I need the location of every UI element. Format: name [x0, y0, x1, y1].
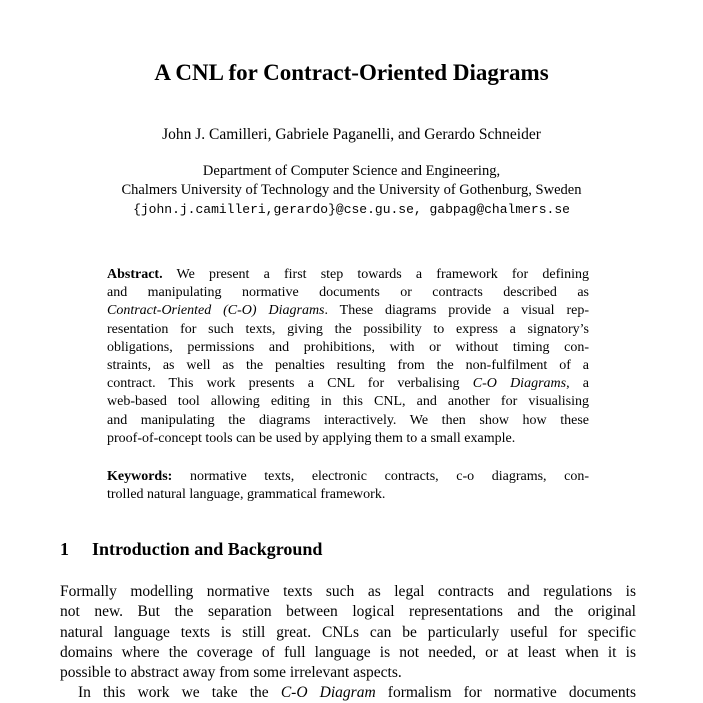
keywords-label: Keywords:	[107, 469, 173, 484]
abstract-line-italic: Contract-Oriented (C-O) Diagrams. These diagrams provide a visual rep-	[107, 303, 589, 319]
italic-term: Contract-Oriented (C-O) Diagrams	[107, 303, 325, 319]
affiliation-university: Chalmers University of Technology and the University of Gothenburg, Sweden	[121, 182, 582, 198]
affiliation-department: Department of Computer Science and Engineering,	[202, 163, 501, 179]
abstract-line: and manipulating the diagrams interactively. We then show how these	[107, 412, 589, 428]
abstract	[107, 266, 589, 448]
abstract-label: Abstract.	[107, 267, 163, 282]
abstract-line: straints, as well as the penalties resulting from the non-fulfilment of a	[107, 357, 589, 373]
keywords	[107, 468, 589, 504]
section-number: 1	[60, 539, 69, 559]
keywords-text: normative texts, electronic contracts, c-o diagrams, con-	[189, 469, 590, 484]
intro-line: possible to abstract away from some irrelevant aspects.	[60, 664, 402, 682]
italic-term: C-O Diagram	[280, 684, 376, 701]
intro-para2-line: In this work we take the C-O Diagram formalism for normative documents	[78, 684, 636, 701]
section-heading	[60, 539, 322, 560]
intro-paragraph	[60, 582, 636, 683]
abstract-line: and manipulating normative documents or contracts described as	[107, 285, 589, 301]
abstract-line	[107, 266, 589, 284]
keywords-line	[107, 468, 589, 486]
abstract-line: web-based tool allowing editing in this CNL, and another for visualising	[107, 394, 589, 410]
intro-paragraph-2	[60, 683, 636, 701]
intro-line: Formally modelling normative texts such as legal contracts and regulations is	[60, 583, 636, 600]
abstract-line: resentation for such texts, giving the possibility to express a signatory’s	[107, 321, 589, 337]
paper-title: A CNL for Contract-Oriented Diagrams	[154, 60, 549, 85]
abstract-line-italic: contract. This work presents a CNL for verbalising C-O Diagrams, a	[107, 376, 589, 392]
intro-line: domains where the coverage of full language is not needed, or at least when it is	[60, 643, 636, 661]
abstract-line: obligations, permissions and prohibitions, with or without timing con-	[107, 339, 589, 355]
intro-line: natural language texts is still great. CNLs can be particularly useful for specific	[60, 623, 636, 641]
abstract-text: We present a first step towards a framework for defining	[176, 267, 590, 282]
affiliation	[0, 162, 703, 219]
italic-term: C-O Diagrams	[472, 376, 567, 392]
author-emails: {john.j.camilleri,gerardo}@cse.gu.se, gabpag@chalmers.se	[133, 202, 570, 217]
keywords-line: trolled natural language, grammatical framework.	[107, 487, 386, 503]
intro-line: not new. But the separation between logical representations and the original	[60, 603, 636, 621]
section-title: Introduction and Background	[92, 539, 323, 559]
author-list: John J. Camilleri, Gabriele Paganelli, and Gerardo Schneider	[162, 126, 541, 143]
abstract-line: proof-of-concept tools can be used by applying them to a small example.	[107, 430, 516, 446]
